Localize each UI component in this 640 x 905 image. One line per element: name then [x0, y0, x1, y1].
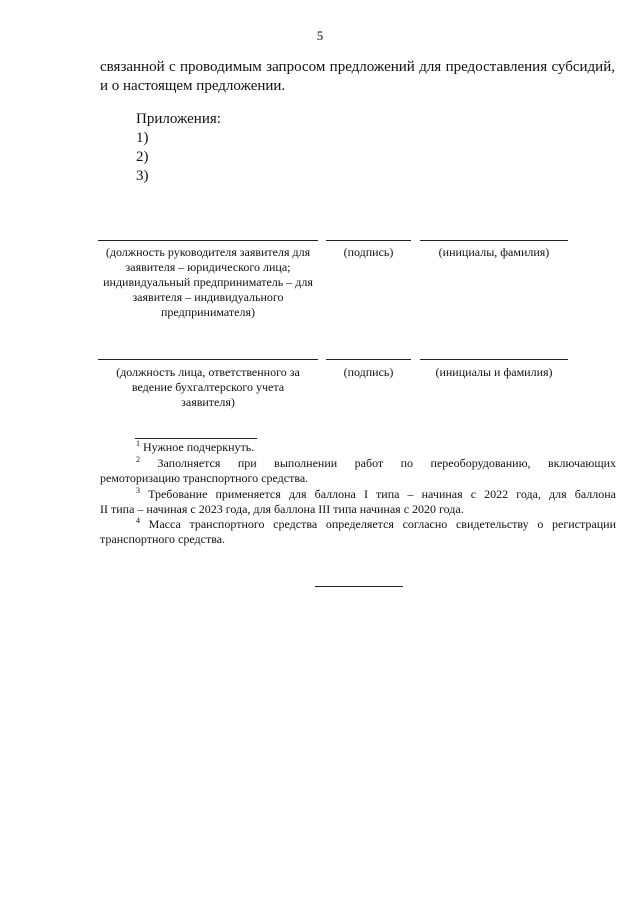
footnote-text-2b: ремоторизацию транспортного средства.	[100, 471, 309, 485]
footnote-text-4b: транспортного средства.	[100, 532, 226, 546]
signature-line-signature-1	[326, 240, 411, 241]
signature-line-signature-2	[326, 359, 411, 360]
name-caption-2: (инициалы и фамилия)	[435, 365, 553, 379]
attachment-item-2: 2)	[136, 149, 149, 165]
page-number: 5	[316, 28, 324, 43]
position-caption-2: (должность лица, ответственного за ведение бухгалтерского учета заявителя)	[116, 365, 300, 409]
footnote-text-4a: Масса транспортного средства определяется согласно свидетельству о регистрации	[148, 517, 616, 531]
body-text-line-1: связанной с проводимым запросом предложений для предоставления субсидий,	[100, 59, 615, 75]
footnote-mark-1: 1	[136, 439, 140, 448]
footnote-text-3b: II типа – начиная с 2023 года, для баллона III типа начиная с 2020 года.	[100, 502, 464, 516]
footnote-mark-4: 4	[136, 516, 140, 525]
attachments-block	[136, 110, 221, 186]
signature-line-name-1	[420, 240, 568, 241]
footnote-4-line-1	[136, 517, 616, 532]
footnote-mark-3: 3	[136, 486, 140, 495]
attachment-item-1: 1)	[136, 130, 149, 146]
signature-line-position-1	[98, 240, 318, 241]
footnote-separator	[135, 438, 257, 439]
signature-line-position-2	[98, 359, 318, 360]
end-of-document-line	[315, 586, 403, 587]
footnote-1	[136, 440, 616, 455]
attachments-title: Приложения:	[136, 111, 221, 127]
position-caption-1: (должность руководителя заявителя для заявителя – юридического лица; индивидуальный предприниматель – для заявителя – индивидуального предпринимателя)	[103, 245, 313, 319]
body-text-line-2: и о настоящем предложении.	[100, 78, 286, 94]
footnote-text-3a: Требование применяется для баллона I типа – начиная с 2022 года, для баллона	[148, 487, 617, 501]
footnote-text-1: Нужное подчеркнуть.	[143, 440, 255, 454]
attachment-item-3: 3)	[136, 168, 149, 184]
footnote-mark-2: 2	[136, 455, 140, 464]
signature-line-name-2	[420, 359, 568, 360]
signature-caption-2: (подпись)	[343, 365, 394, 379]
footnote-2-line-1	[136, 456, 616, 471]
signature-caption-1: (подпись)	[343, 245, 394, 259]
name-caption-1: (инициалы, фамилия)	[438, 245, 550, 259]
footnote-text-2a: Заполняется при выполнении работ по переоборудованию, включающих	[157, 456, 616, 470]
footnote-3-line-1	[136, 487, 616, 502]
